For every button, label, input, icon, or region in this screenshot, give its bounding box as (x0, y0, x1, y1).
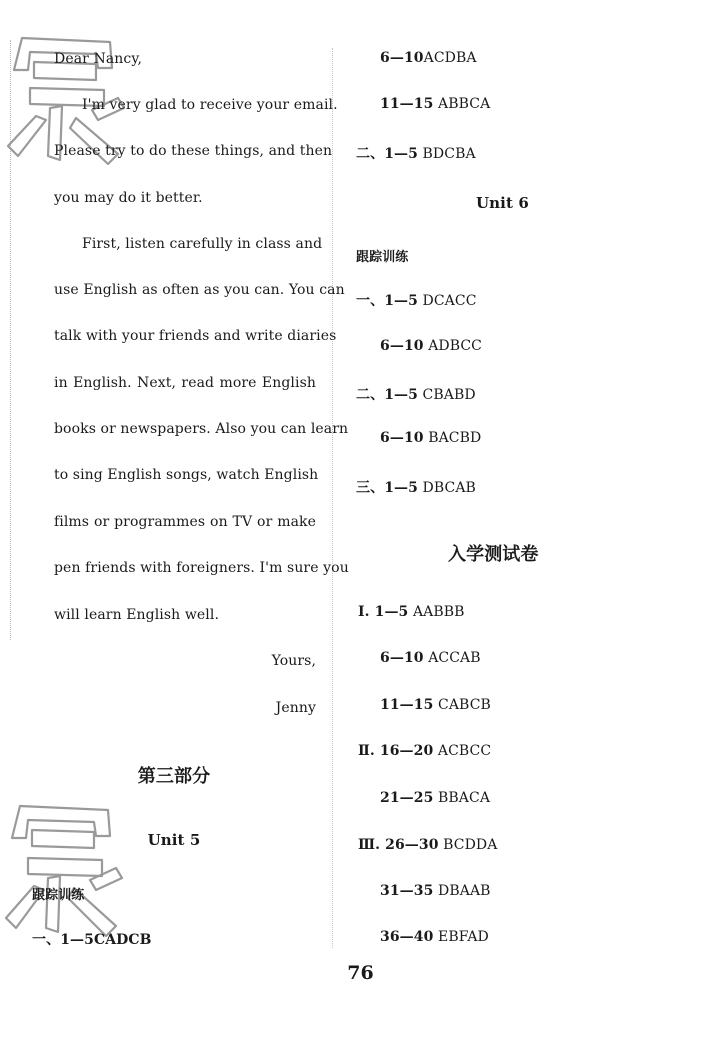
letter-line: will learn English well. (54, 607, 220, 623)
letter-line: films or programmes on TV or make (54, 514, 316, 530)
unit-5-title: Unit 5 (147, 831, 201, 849)
answer-line: 二、1—5 BDCBA (356, 146, 476, 162)
answer-line: 11—15 ABBCA (380, 96, 491, 112)
answer-line: 一、1—5 DCACC (356, 293, 477, 309)
letter-salutation: Dear Nancy, (54, 51, 143, 67)
letter-closing: Yours, (271, 653, 316, 669)
exam-title: 入学测试卷 (448, 544, 539, 565)
letter-line: First, listen carefully in class and (82, 236, 323, 252)
answer-line: 一、1—5CADCB (32, 932, 152, 948)
page-number: 76 (347, 962, 374, 984)
answer-line: Ⅰ. 1—5 AABBB (358, 604, 465, 620)
letter-signature: Jenny (275, 700, 316, 716)
letter-line: in English. Next, read more English (54, 375, 316, 391)
letter-line: use English as often as you can. You can (54, 282, 345, 298)
letter-line: you may do it better. (54, 190, 203, 206)
letter-line: I'm very glad to receive your email. (82, 97, 338, 113)
letter-line: pen friends with foreigners. I'm sure you (54, 560, 349, 576)
letter-line: Please try to do these things, and then (54, 143, 333, 159)
subsection-title: 跟踪训练 (32, 888, 85, 903)
answer-line: 6—10 ADBCC (380, 338, 482, 354)
answer-line: 11—15 CABCB (380, 697, 491, 713)
letter-line: talk with your friends and write diaries (54, 328, 337, 344)
section-title: 第三部分 (137, 766, 211, 787)
column-divider (332, 48, 333, 948)
answer-line: 21—25 BBACA (380, 790, 491, 806)
watermark-stamp-bottom (0, 792, 140, 952)
answer-line: 6—10 ACCAB (380, 650, 481, 666)
answer-line: 6—10 BACBD (380, 430, 482, 446)
answer-line: 36—40 EBFAD (380, 929, 489, 945)
answer-line: 31—35 DBAAB (380, 883, 491, 899)
letter-line: books or newspapers. Also you can learn (54, 421, 349, 437)
answer-line: Ⅲ. 26—30 BCDDA (358, 837, 498, 853)
answer-line: 二、1—5 CBABD (356, 387, 476, 403)
letter-line: to sing English songs, watch English (54, 467, 319, 483)
answer-line: 三、1—5 DBCAB (356, 480, 476, 496)
answer-line: 6—10ACDBA (380, 50, 477, 66)
unit-6-title: Unit 6 (476, 194, 529, 212)
answer-line: Ⅱ. 16—20 ACBCC (358, 743, 492, 759)
subsection-title: 跟踪训练 (356, 250, 409, 265)
